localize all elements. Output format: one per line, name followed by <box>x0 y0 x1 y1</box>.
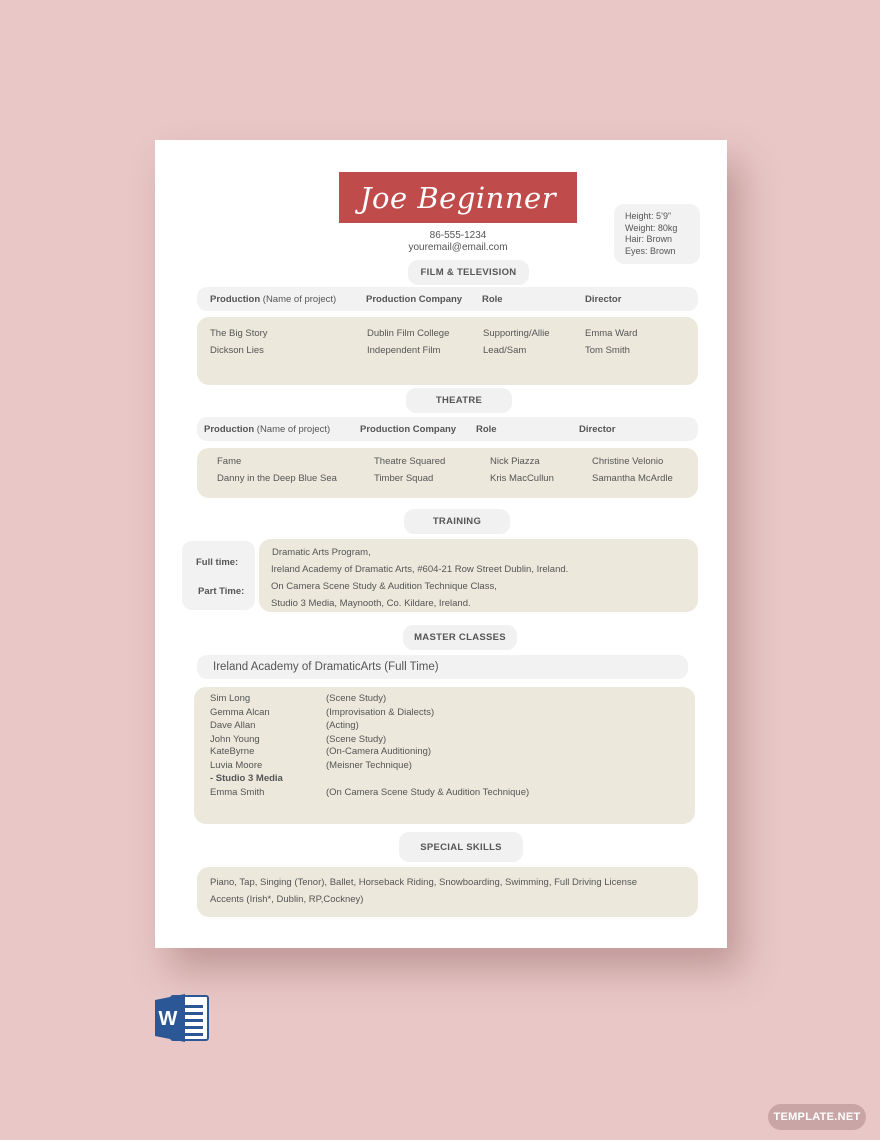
word-document-icon <box>155 994 209 1042</box>
stat-eyes: Eyes: Brown <box>625 245 676 256</box>
theatre-credits-panel: Fame Theatre Squared Nick Piazza Christine Velonio Danny in the Deep Blue Sea Timber Squad Kris MacCullun Samantha McArdle <box>197 448 698 498</box>
name-banner <box>339 172 577 223</box>
master-classes-school: Ireland Academy of DramaticArts (Full Time) <box>213 661 439 673</box>
film-header-production: Production (Name of project) <box>210 294 337 305</box>
film-header-role: Role <box>482 294 503 305</box>
full-time-label: Full time: <box>196 557 239 568</box>
name-text: Joe Beginner <box>359 180 557 215</box>
master-classes-panel: Sim Long (Scene Study) Gemma Alcan (Improvisation & Dialects) Dave Allan (Acting) John Young (Scene Study) KateByrne (On-Camera Auditioning) Luvia Moore (Meisner Technique) - Studio 3 Media Emma Smith (On Camera Scene Study & Audition Technique) <box>194 687 695 824</box>
part-time-label: Part Time: <box>198 586 245 597</box>
theatre-header-director: Director <box>579 424 616 435</box>
stat-hair: Hair: Brown <box>625 234 673 245</box>
film-header-director: Director <box>585 294 622 305</box>
training-details-panel <box>259 539 698 612</box>
list-item: Ireland Academy of Dramatic Arts, #604-21 Row Street Dublin, Ireland. <box>271 564 569 575</box>
stat-height: Height: 5’9” <box>625 211 672 221</box>
training-labels-panel <box>182 541 255 610</box>
list-item: Dramatic Arts Program, <box>272 547 371 558</box>
special-skills-panel <box>197 867 698 917</box>
list-item: Accents (Irish*, Dublin, RP,Cockney) <box>210 894 364 905</box>
resume-page <box>155 140 727 948</box>
film-section-title: FILM & TELEVISION <box>408 260 529 285</box>
template-net-badge[interactable]: TEMPLATE.NET <box>768 1104 866 1130</box>
list-item: Piano, Tap, Singing (Tenor), Ballet, Horseback Riding, Snowboarding, Swimming, Full Driving License <box>210 877 638 888</box>
special-skills-section-title: SPECIAL SKILLS <box>399 832 523 862</box>
list-item: Studio 3 Media, Maynooth, Co. Kildare, Ireland. <box>271 598 471 609</box>
physical-stats-box <box>614 204 700 264</box>
theatre-header-bar <box>197 417 698 441</box>
theatre-section-title: THEATRE <box>406 388 512 413</box>
film-header-bar <box>197 287 698 311</box>
theatre-header-company: Production Company <box>360 424 457 435</box>
master-classes-school-bar <box>197 655 688 679</box>
list-item: On Camera Scene Study & Audition Technique Class, <box>271 581 497 592</box>
film-header-company: Production Company <box>366 294 463 305</box>
stat-weight: Weight: 80kg <box>625 222 678 233</box>
film-credits-panel: The Big Story Dublin Film College Supporting/Allie Emma Ward Dickson Lies Independent Film Lead/Sam Tom Smith <box>197 317 698 385</box>
phone-text: 86-555-1234 <box>429 230 487 241</box>
theatre-header-role: Role <box>476 424 497 435</box>
svg-text:W: W <box>158 1008 178 1030</box>
master-classes-section-title: MASTER CLASSES <box>403 625 517 650</box>
email-text: youremail@email.com <box>408 242 508 253</box>
theatre-header-production: Production (Name of project) <box>204 424 331 435</box>
training-section-title: TRAINING <box>404 509 510 534</box>
